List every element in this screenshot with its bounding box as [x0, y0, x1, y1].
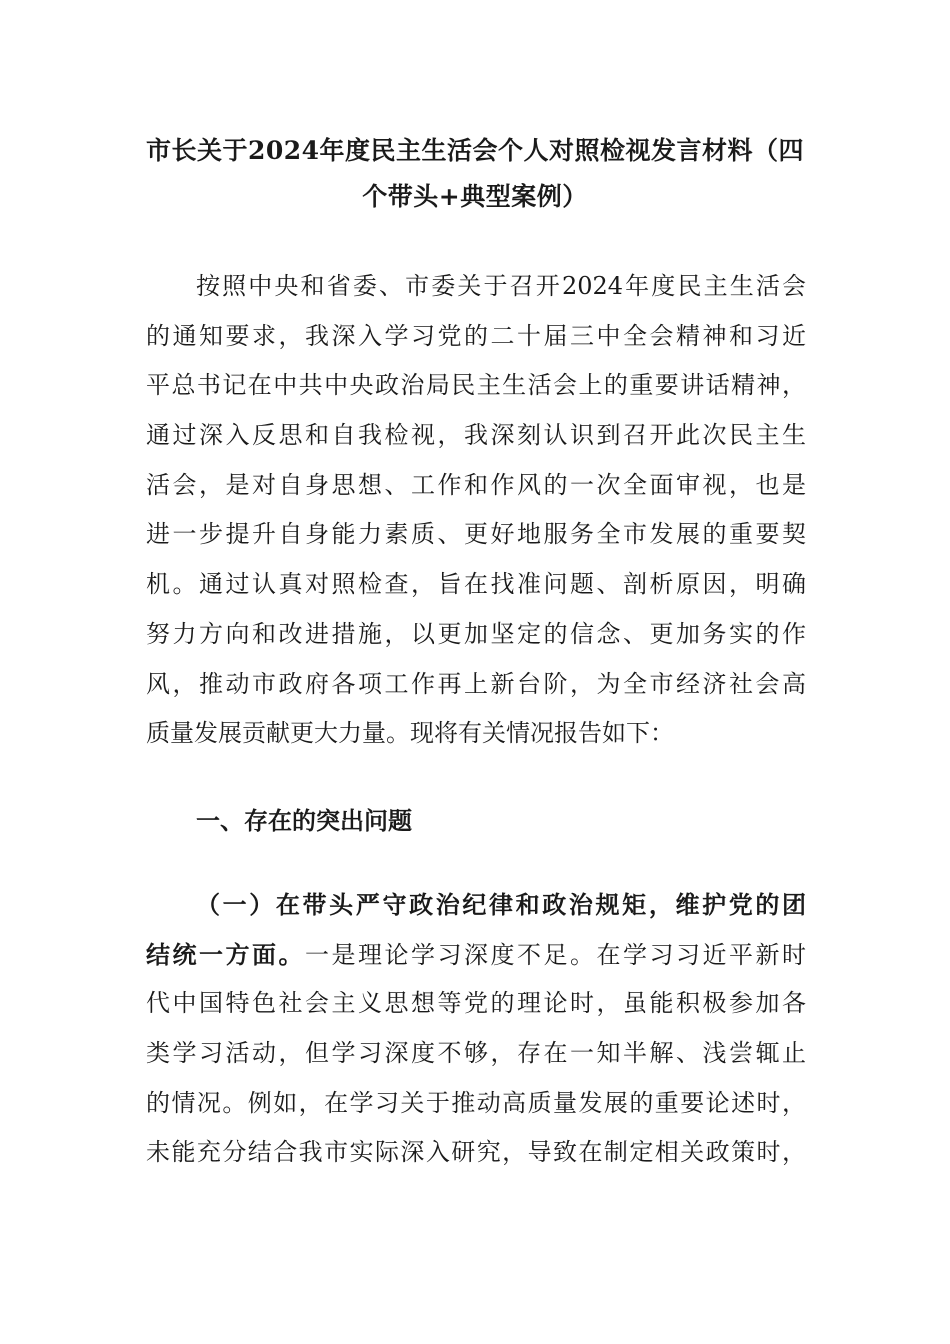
document-title [130, 128, 820, 220]
intro-line: 通过深入反思和自我检视，我深刻认识到召开此次民主生 [146, 421, 806, 450]
intro-line: 机。通过认真对照检查，旨在找准问题、剖析原因，明确 [146, 570, 806, 599]
subsection-heading-line: （一）在带头严守政治纪律和政治规矩，维护党的团 [196, 890, 806, 919]
title-line: 市长关于2024年度民主生活会个人对照检视发言材料（四 [145, 136, 805, 165]
intro-line: 进一步提升自身能力素质、更好地服务全市发展的重要契 [146, 520, 806, 549]
section-line-text: 一是理论学习深度不足。在学习习近平新时 [305, 940, 806, 969]
section-heading: 一、存在的突出问题 [196, 806, 412, 835]
section-1-paragraph [146, 880, 806, 1178]
section-line: 未能充分结合我市实际深入研究，导致在制定相关政策时， [146, 1138, 806, 1167]
section-line: 的情况。例如，在学习关于推动高质量发展的重要论述时， [146, 1088, 806, 1117]
subsection-heading-end: 结统一方面。 [146, 939, 305, 969]
intro-line: 按照中央和省委、市委关于召开2024年度民主生活会 [196, 272, 806, 300]
intro-line: 活会，是对自身思想、工作和作风的一次全面审视，也是 [146, 470, 806, 499]
intro-paragraph [146, 262, 806, 759]
intro-line: 平总书记在中共中央政治局民主生活会上的重要讲话精神， [146, 371, 806, 400]
section-line: 代中国特色社会主义思想等党的理论时，虽能积极参加各 [146, 989, 806, 1018]
intro-line: 风，推动市政府各项工作再上新台阶，为全市经济社会高 [146, 669, 806, 698]
section-line [146, 930, 806, 980]
section-line: 类学习活动，但学习深度不够，存在一知半解、浅尝辄止 [146, 1039, 806, 1068]
title-line: 个带头+典型案例） [362, 182, 588, 211]
intro-line: 质量发展贡献更大力量。现将有关情况报告如下： [146, 719, 674, 748]
intro-line: 努力方向和改进措施，以更加坚定的信念、更加务实的作 [146, 619, 806, 648]
intro-line: 的通知要求，我深入学习党的二十届三中全会精神和习近 [146, 321, 806, 350]
